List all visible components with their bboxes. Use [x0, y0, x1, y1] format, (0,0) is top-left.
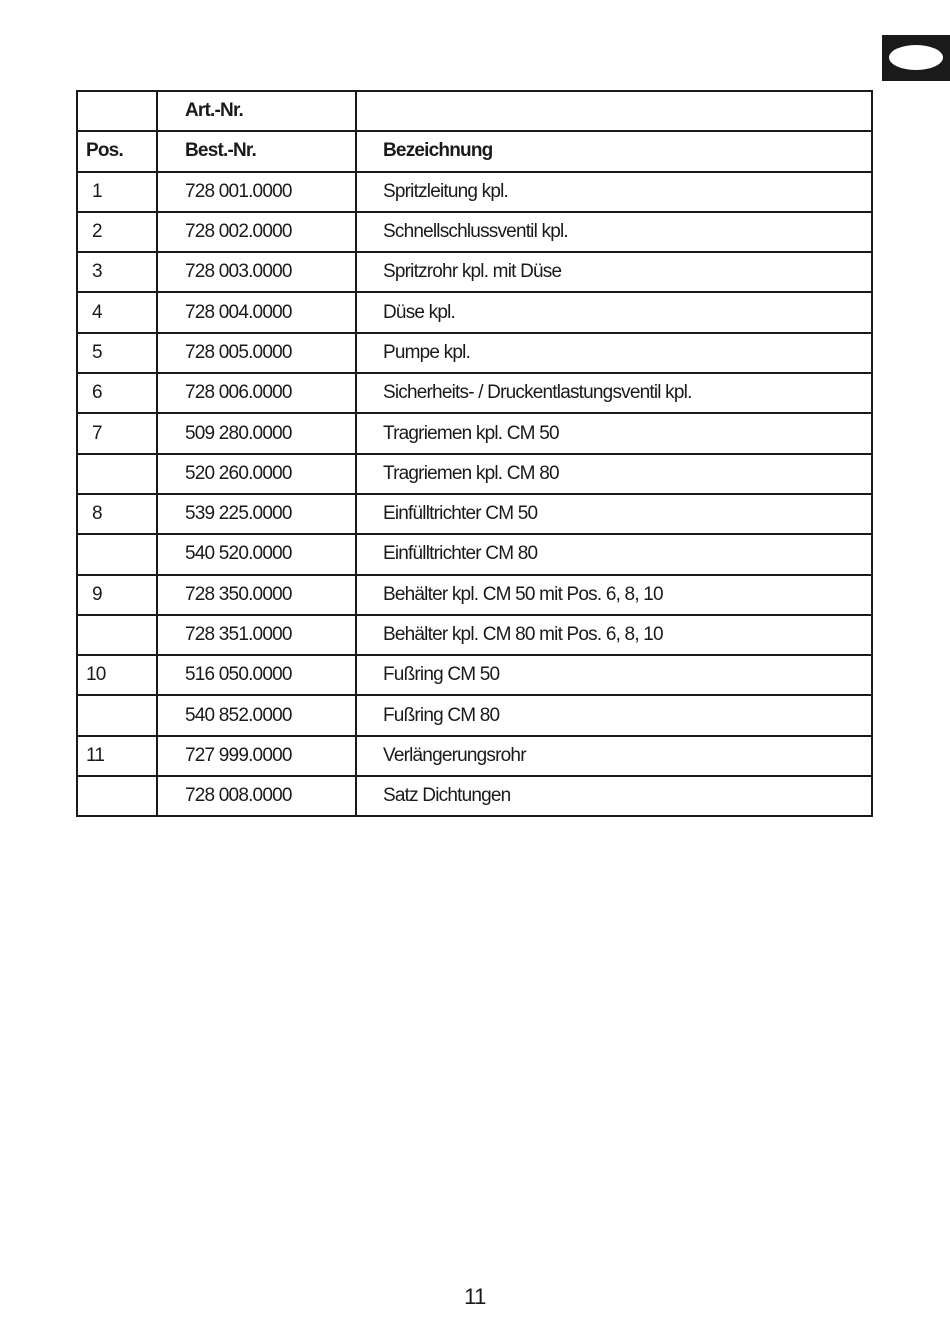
pos-cell: 4 [77, 292, 157, 332]
table-row [77, 736, 872, 776]
table-row [77, 695, 872, 735]
header-best-nr: Best.-Nr. [157, 131, 356, 171]
article-number-cell: 728 001.0000 [157, 172, 356, 212]
header-pos: Pos. [77, 131, 157, 171]
pos-cell: 2 [77, 212, 157, 252]
header-bezeichnung: Bezeichnung [356, 131, 872, 171]
table-row [77, 333, 872, 373]
table-row [77, 292, 872, 332]
table-row [77, 212, 872, 252]
pos-cell: 5 [77, 333, 157, 373]
pos-cell: 6 [77, 373, 157, 413]
article-number-cell: 539 225.0000 [157, 494, 356, 534]
article-number-cell: 520 260.0000 [157, 454, 356, 494]
article-number-cell: 728 003.0000 [157, 252, 356, 292]
header-art-nr: Art.-Nr. [157, 91, 356, 131]
table-row [77, 534, 872, 574]
description-cell: Satz Dichtungen [356, 776, 872, 816]
table-row [77, 615, 872, 655]
table-row [77, 575, 872, 615]
article-number-cell: 728 008.0000 [157, 776, 356, 816]
pos-cell [77, 615, 157, 655]
article-number-cell: 540 520.0000 [157, 534, 356, 574]
table-row [77, 454, 872, 494]
description-cell: Behälter kpl. CM 50 mit Pos. 6, 8, 10 [356, 575, 872, 615]
pos-cell: 8 [77, 494, 157, 534]
pos-cell: 10 [77, 655, 157, 695]
description-cell: Tragriemen kpl. CM 50 [356, 413, 872, 453]
table-row [77, 494, 872, 534]
parts-table [76, 90, 873, 817]
description-cell: Düse kpl. [356, 292, 872, 332]
table-row [77, 413, 872, 453]
article-number-cell: 728 004.0000 [157, 292, 356, 332]
pos-cell [77, 534, 157, 574]
article-number-cell: 728 006.0000 [157, 373, 356, 413]
description-cell: Spritzleitung kpl. [356, 172, 872, 212]
table-row [77, 655, 872, 695]
pos-cell [77, 695, 157, 735]
article-number-cell: 728 005.0000 [157, 333, 356, 373]
table-row [77, 776, 872, 816]
description-cell: Einfülltrichter CM 80 [356, 534, 872, 574]
article-number-cell: 728 350.0000 [157, 575, 356, 615]
pos-cell: 7 [77, 413, 157, 453]
description-cell: Einfülltrichter CM 50 [356, 494, 872, 534]
article-number-cell: 509 280.0000 [157, 413, 356, 453]
pos-cell: 9 [77, 575, 157, 615]
table-row [77, 373, 872, 413]
pos-cell: 1 [77, 172, 157, 212]
description-cell: Spritzrohr kpl. mit Düse [356, 252, 872, 292]
description-cell: Behälter kpl. CM 80 mit Pos. 6, 8, 10 [356, 615, 872, 655]
header-pos-top [77, 91, 157, 131]
description-cell: Pumpe kpl. [356, 333, 872, 373]
article-number-cell: 516 050.0000 [157, 655, 356, 695]
pos-cell: 11 [77, 736, 157, 776]
table-row [77, 172, 872, 212]
header-desc-top [356, 91, 872, 131]
description-cell: Schnellschlussventil kpl. [356, 212, 872, 252]
description-cell: Sicherheits- / Druckentlastungsventil kpl. [356, 373, 872, 413]
description-cell: Fußring CM 50 [356, 655, 872, 695]
article-number-cell: 728 351.0000 [157, 615, 356, 655]
language-flag-oval-icon [889, 45, 943, 70]
table-row [77, 252, 872, 292]
pos-cell [77, 776, 157, 816]
description-cell: Fußring CM 80 [356, 695, 872, 735]
pos-cell [77, 454, 157, 494]
article-number-cell: 728 002.0000 [157, 212, 356, 252]
table-header-row [77, 131, 872, 171]
article-number-cell: 727 999.0000 [157, 736, 356, 776]
page-number: 11 [464, 1284, 486, 1309]
description-cell: Verlängerungsrohr [356, 736, 872, 776]
table-header-row-top [77, 91, 872, 131]
article-number-cell: 540 852.0000 [157, 695, 356, 735]
language-tab [882, 35, 950, 81]
pos-cell: 3 [77, 252, 157, 292]
description-cell: Tragriemen kpl. CM 80 [356, 454, 872, 494]
